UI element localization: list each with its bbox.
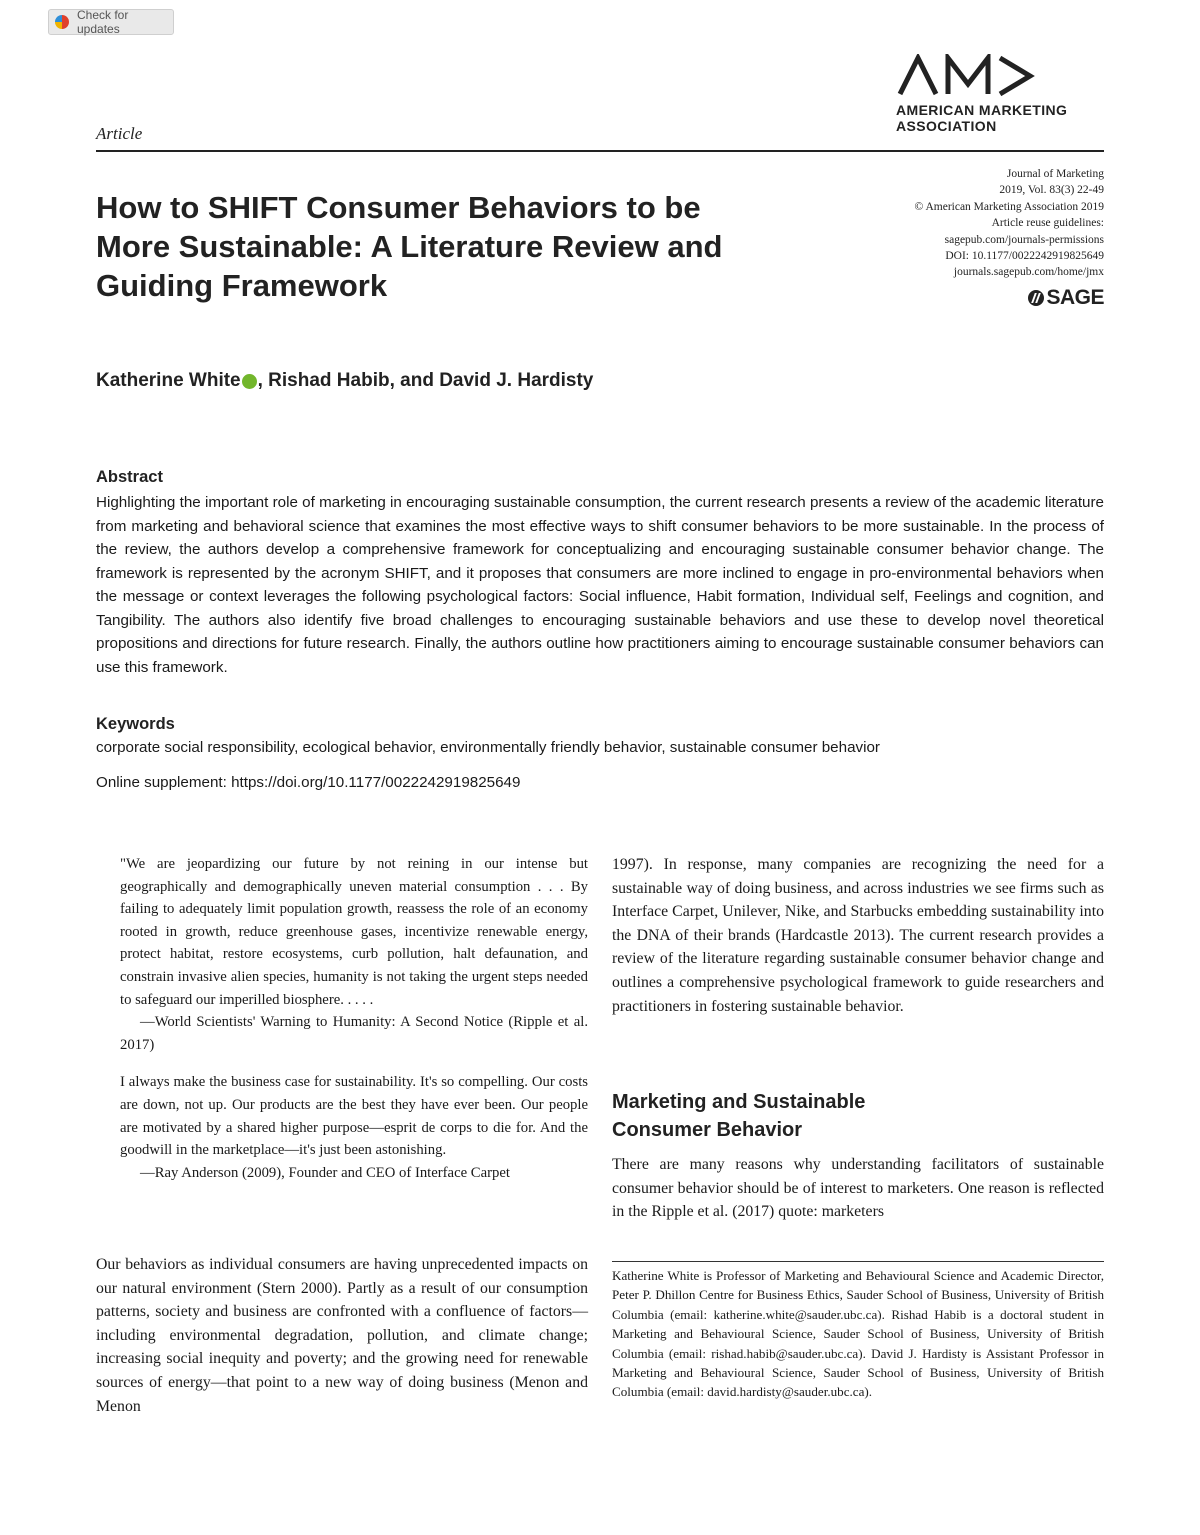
author-affiliations-footnote: Katherine White is Professor of Marketing and Behavioural Science and Academic Director, Peter P. Dhillon Centre for Business Ethics, Sauder School of Business, University of British Columbia (email: katherine.white@sauder.ubc.ca). Rishad Habib is a doctoral student in Marketing and Behavioural Science, Sauder School of Business, University of British Columbia (email: rishad.habib@sauder.ubc.ca). David J. Hardisty is Assistant Professor in Marketing and Behavioural Science, Sauder School of Business, University of British Columbia (email: david.hardisty@sauder.ubc.ca). xyxy=(612,1268,1104,1400)
section-heading xyxy=(612,1088,1104,1144)
ama-logo-mark xyxy=(896,54,1036,98)
epigraphs xyxy=(120,853,588,1184)
abstract-heading: Abstract xyxy=(96,468,163,486)
journal-metadata xyxy=(914,166,1104,281)
epigraph-attribution: —Ray Anderson (2009), Founder and CEO of Interface Carpet xyxy=(140,1164,510,1181)
first-author: Katherine White xyxy=(96,370,241,391)
epigraph-attribution: —World Scientists' Warning to Humanity: A Second Notice (Ripple et al. 2017) xyxy=(120,1014,588,1053)
section-heading-line1: Marketing and Sustainable xyxy=(612,1091,866,1113)
orcid-icon[interactable] xyxy=(242,374,257,389)
journal-home-link[interactable]: journals.sagepub.com/home/jmx xyxy=(953,266,1104,279)
ama-logo xyxy=(896,54,1108,134)
copyright-line: © American Marketing Association 2019 xyxy=(914,200,1104,213)
keywords-text: corporate social responsibility, ecological behavior, environmentally friendly behavior, sustainable consumer behavior xyxy=(96,739,880,756)
reuse-label: Article reuse guidelines: xyxy=(991,217,1104,230)
ama-name-line2: ASSOCIATION xyxy=(896,118,997,134)
body-paragraph-left: Our behaviors as individual consumers are having unprecedented impacts on our natural environment (Stern 2000). Partly as a result of our consumption patterns, society and business are confronted with a confluence of factors—including environmental degradation, pollution, and climate change; increasing social inequity and poverty; and the growing need for renewable sources of energy—that point to a new way of doing business (Menon and Menon xyxy=(96,1256,588,1415)
ama-name-line1: AMERICAN MARKETING xyxy=(896,102,1068,118)
section-paragraph: There are many reasons why understanding facilitators of sustainable consumer behavior should be of interest to marketers. One reason is reflected in the Ripple et al. (2017) quote: marketers xyxy=(612,1156,1104,1221)
header-rule xyxy=(96,150,1104,152)
epigraph-quote: I always make the business case for sustainability. It's so compelling. Our costs are down, not up. Our products are the best they have ever been. Our people are motivated by a shared higher purpose—esprit de corps to die for. And the goodwill in the marketplace—it's just been astonishing. xyxy=(120,1074,588,1159)
doi-line[interactable]: DOI: 10.1177/0022242919825649 xyxy=(945,250,1104,263)
journal-volume: 2019, Vol. 83(3) 22-49 xyxy=(999,184,1104,197)
section-heading-line2: Consumer Behavior xyxy=(612,1119,803,1141)
keywords-heading: Keywords xyxy=(96,715,175,733)
reuse-link[interactable]: sagepub.com/journals-permissions xyxy=(944,233,1104,246)
sage-logo xyxy=(1028,286,1104,310)
epigraph xyxy=(120,853,588,1056)
epigraph-quote: "We are jeopardizing our future by not reining in our intense but geographically and demographically uneven material consumption . . . By failing to adequately limit population growth, reassess the role of an economy rooted in growth, reduce greenhouse gases, incentivize renewable energy, protect habitat, restore ecosystems, curb pollution, halt defaunation, and constrain invasive alien species, humanity is not taking the urgent steps needed to safeguard our imperilled biosphere. . . . . xyxy=(120,856,588,1008)
sage-icon xyxy=(1028,290,1044,306)
body-paragraph-right: 1997). In response, many companies are recognizing the need for a sustainable way of doing business, and across industries we see firms such as Interface Carpet, Unilever, Nike, and Starbucks embedding sustainability into the DNA of their brands (Hardcastle 2013). The current research provides a review of the literature regarding sustainable consumer behavior change and outlines a comprehensive psychological framework to guide researchers and practitioners in fostering sustainable behavior. xyxy=(612,856,1104,1015)
other-authors: , Rishad Habib, and David J. Hardisty xyxy=(257,370,594,391)
paper-title: How to SHIFT Consumer Behaviors to be More Sustainable: A Literature Review and Guiding Framework xyxy=(96,190,723,303)
check-for-updates-label: Check for updates xyxy=(77,8,129,36)
crossmark-icon xyxy=(55,15,69,29)
footnote-rule xyxy=(612,1261,1104,1262)
journal-name: Journal of Marketing xyxy=(1006,168,1104,180)
online-supplement-link[interactable]: Online supplement: https://doi.org/10.1177/0022242919825649 xyxy=(96,774,521,791)
sage-wordmark: SAGE xyxy=(1046,286,1104,309)
epigraph xyxy=(120,1071,588,1184)
article-type-label: Article xyxy=(96,124,143,143)
abstract-text: Highlighting the important role of marketing in encouraging sustainable consumption, the current research presents a review of the academic literature from marketing and behavioral science that examines the most effective ways to shift consumer behaviors to be more sustainable. In the process of the review, the authors develop a comprehensive framework for conceptualizing and encouraging sustainable consumer behavior change. The framework is represented by the acronym SHIFT, and it proposes that consumers are more inclined to engage in pro-environmental behaviors when the message or context leverages the following psychological factors: Social influence, Habit formation, Individual self, Feelings and cognition, and Tangibility. The authors also identify five broad challenges to encouraging sustainable behaviors and use these to develop novel theoretical propositions and directions for future research. Finally, the authors outline how practitioners aiming to encourage sustainable consumer behaviors can use this framework. xyxy=(96,494,1104,676)
check-for-updates-button[interactable] xyxy=(48,9,174,35)
author-list xyxy=(96,370,593,392)
